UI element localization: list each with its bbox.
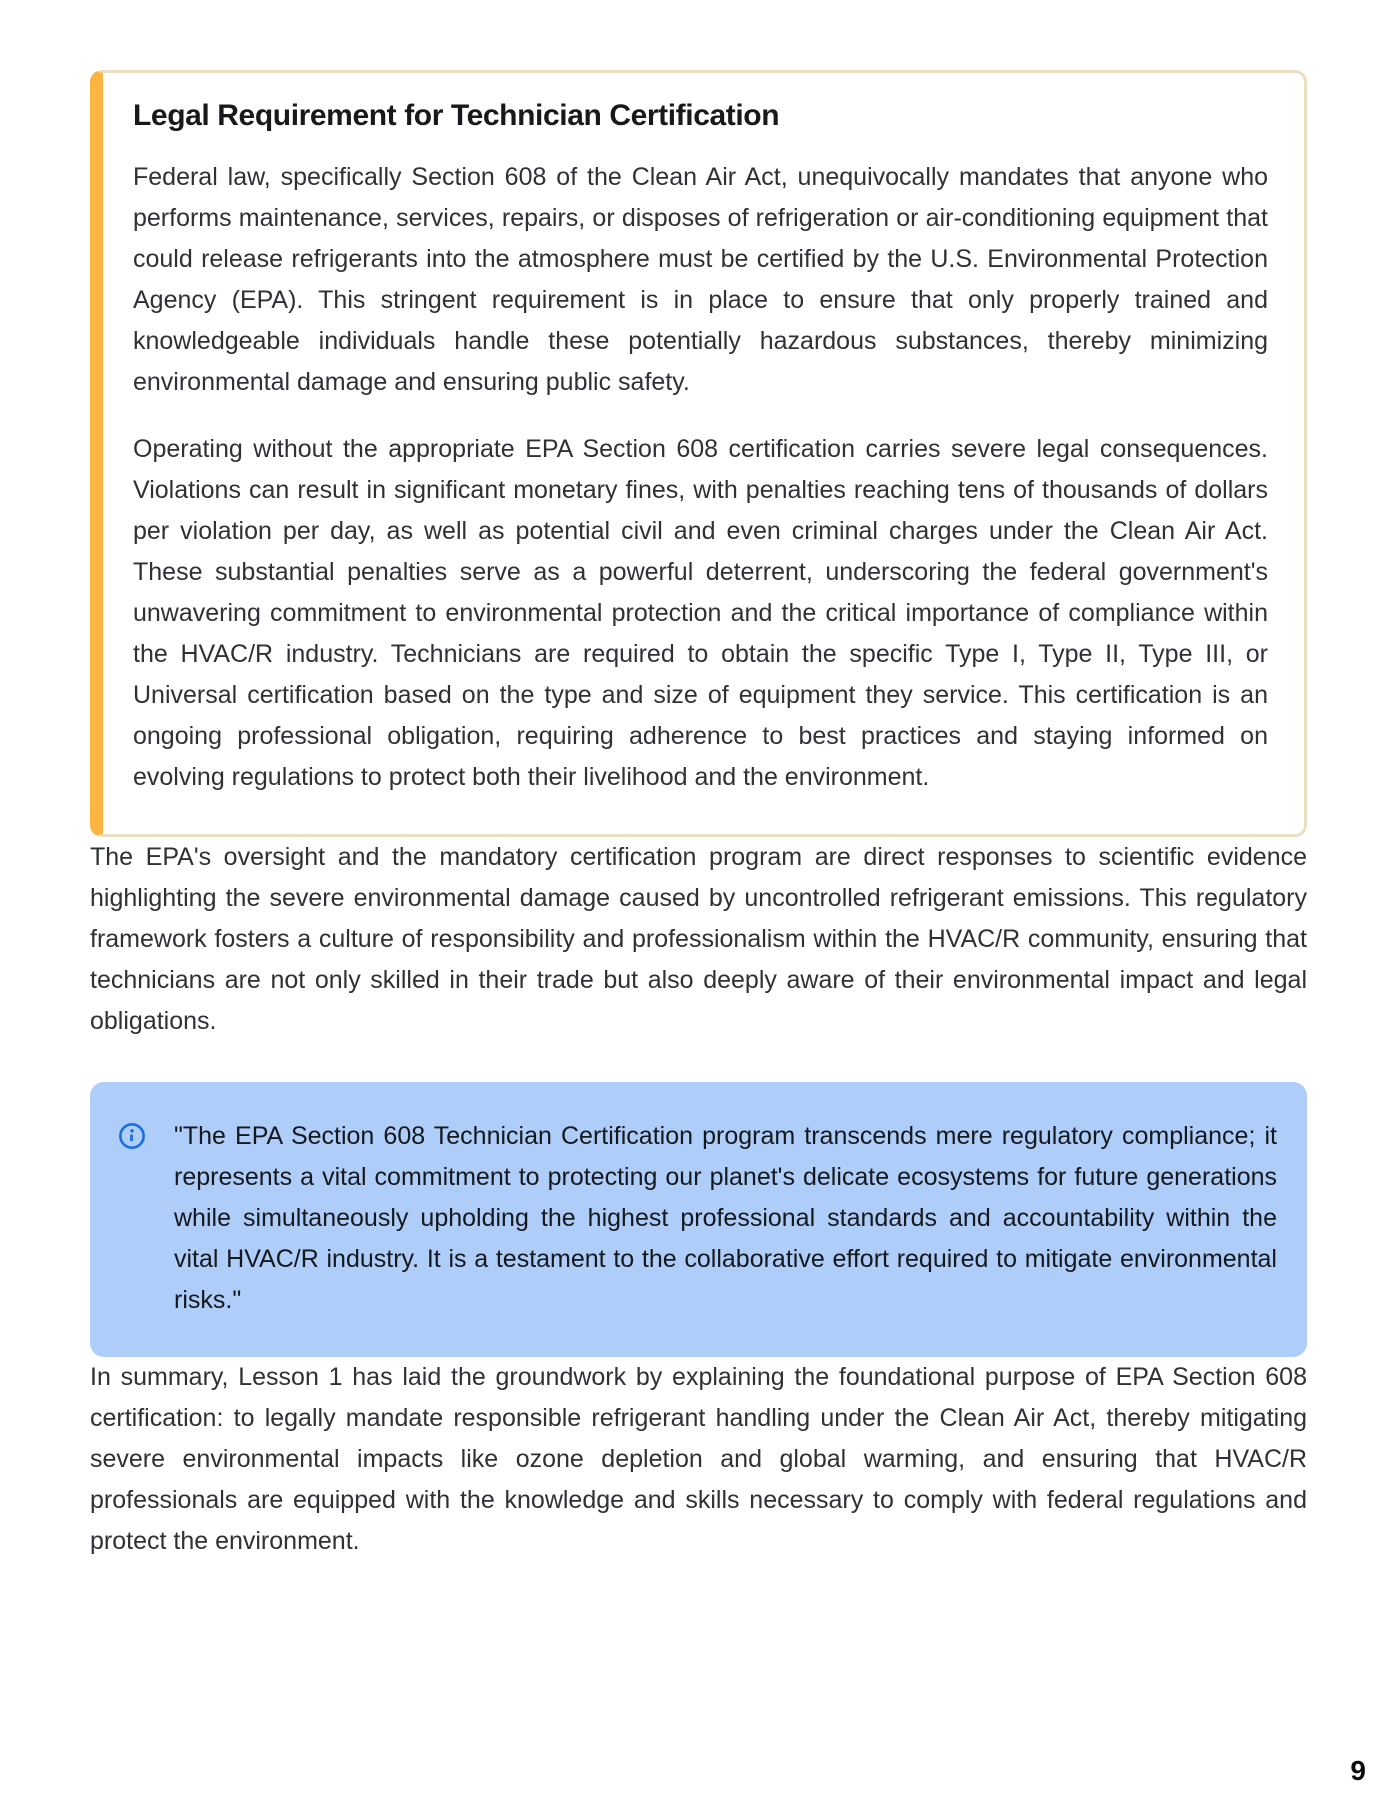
- callout-title: Legal Requirement for Technician Certification: [133, 99, 780, 132]
- oversight-paragraph: The EPA's oversight and the mandatory certification program are direct responses to scientific evidence highlighting the severe environmental damage caused by uncontrolled refrigerant emissions. This regulatory framework fosters a culture of responsibility and professionalism within the HVAC/R community, ensuring that technicians are not only skilled in their trade but also deeply aware of their environmental impact and legal obligations.: [90, 843, 1307, 1035]
- page-number: 9: [1350, 1755, 1366, 1786]
- callout-paragraph-federal-law: Federal law, specifically Section 608 of the Clean Air Act, unequivocally mandates that anyone who performs maintenance, services, repairs, or disposes of refrigeration or air-conditioning equipment that could release refrigerants into the atmosphere must be certified by the U.S. Environmental Protection Agency (EPA). This stringent requirement is in place to ensure that only properly trained and knowledgeable individuals handle these potentially hazardous substances, thereby minimizing environmental damage and ensuring public safety.: [133, 163, 1268, 396]
- quote-text: "The EPA Section 608 Technician Certification program transcends mere regulatory compliance; it represents a vital commitment to protecting our planet's delicate ecosystems for future generations while simultaneously upholding the highest professional standards and accountability within the vital HVAC/R industry. It is a testament to the collaborative effort required to mitigate environmental risks.": [174, 1122, 1277, 1314]
- legal-requirement-callout: [90, 70, 1307, 837]
- summary-paragraph: In summary, Lesson 1 has laid the groundwork by explaining the foundational purpose of EPA Section 608 certification: to legally mandate responsible refrigerant handling under the Clean Air Act, thereby mitigating severe environmental impacts like ozone depletion and global warming, and ensuring that HVAC/R professionals are equipped with the knowledge and skills necessary to comply with federal regulations and protect the environment.: [90, 1363, 1307, 1555]
- callout-paragraph-penalties: Operating without the appropriate EPA Section 608 certification carries severe legal consequences. Violations can result in significant monetary fines, with penalties reaching tens of thousands of dollars per violation per day, as well as potential civil and even criminal charges under the Clean Air Act. These substantial penalties serve as a powerful deterrent, underscoring the federal government's unwavering commitment to environmental protection and the critical importance of compliance within the HVAC/R industry. Technicians are required to obtain the specific Type I, Type II, Type III, or Universal certification based on the type and size of equipment they service. This certification is an ongoing professional obligation, requiring adherence to best practices and staying informed on evolving regulations to protect both their livelihood and the environment.: [133, 435, 1268, 791]
- quote-callout: [90, 1082, 1307, 1357]
- info-icon: [118, 1122, 146, 1150]
